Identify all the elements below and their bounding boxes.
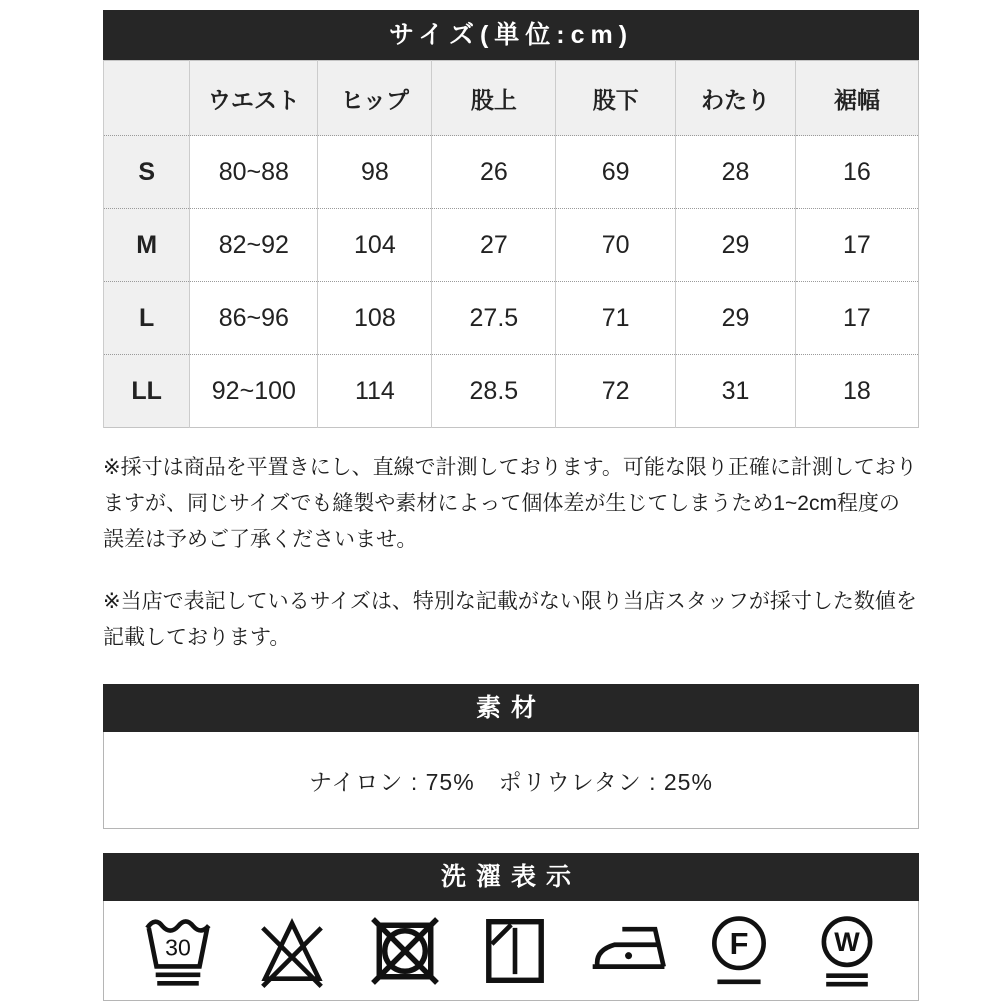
- line-dry-in-shade-icon: [478, 912, 552, 990]
- table-cell: 82~92: [190, 209, 318, 282]
- svg-text:W: W: [834, 926, 860, 957]
- table-cell: 86~96: [190, 282, 318, 355]
- care-title-bar: 洗濯表示: [103, 853, 919, 901]
- care-body: [103, 901, 919, 1001]
- table-cell: 26: [432, 136, 556, 209]
- size-row-ll: [104, 355, 919, 428]
- measurement-note: ※採寸は商品を平置きにし、直線で計測しております。可能な限り正確に計測しておりますが、同じサイズでも縫製や素材によって個体差が生じてしまうため1~2cm程度の誤差は予めご了承くださいませ。: [103, 456, 917, 551]
- table-cell: 104: [318, 209, 432, 282]
- col-header-waist: ウエスト: [190, 61, 318, 136]
- table-cell: 28.5: [432, 355, 556, 428]
- table-cell: 27.5: [432, 282, 556, 355]
- table-cell: 16: [795, 136, 918, 209]
- care-section: [103, 853, 919, 1001]
- table-cell: 17: [795, 282, 918, 355]
- table-cell: 71: [556, 282, 676, 355]
- col-header-thigh: わたり: [676, 61, 796, 136]
- row-label: S: [104, 136, 190, 209]
- material-composition: ナイロン : 75% ポリウレタン : 25%: [309, 768, 713, 795]
- material-title-bar: 素材: [103, 684, 919, 732]
- row-label: L: [104, 282, 190, 355]
- svg-text:F: F: [729, 925, 749, 961]
- table-cell: 108: [318, 282, 432, 355]
- row-label: LL: [104, 355, 190, 428]
- size-table: [103, 60, 919, 428]
- table-cell: 114: [318, 355, 432, 428]
- table-cell: 98: [318, 136, 432, 209]
- size-row-s: [104, 136, 919, 209]
- col-header-hip: ヒップ: [318, 61, 432, 136]
- table-cell: 72: [556, 355, 676, 428]
- wash-30-very-gentle-icon: [138, 911, 218, 991]
- table-cell: 80~88: [190, 136, 318, 209]
- wet-clean-very-gentle-icon: [810, 912, 884, 990]
- col-header-rise: 股上: [432, 61, 556, 136]
- table-cell: 18: [795, 355, 918, 428]
- table-cell: 29: [676, 282, 796, 355]
- table-cell: 70: [556, 209, 676, 282]
- table-cell: 28: [676, 136, 796, 209]
- material-section: [103, 684, 919, 829]
- col-header-inseam: 股下: [556, 61, 676, 136]
- row-label: M: [104, 209, 190, 282]
- table-cell: 92~100: [190, 355, 318, 428]
- size-row-m: [104, 209, 919, 282]
- table-cell: 29: [676, 209, 796, 282]
- table-cell: 69: [556, 136, 676, 209]
- col-header-hem: 裾幅: [795, 61, 918, 136]
- sizing-note: ※当店で表記しているサイズは、特別な記載がない限り当店スタッフが採寸した数値を記載しております。: [103, 590, 917, 649]
- table-cell: 17: [795, 209, 918, 282]
- do-not-tumble-dry-icon: [366, 912, 444, 990]
- dry-clean-petroleum-gentle-icon: [702, 912, 776, 990]
- size-section-title-bar: サイズ(単位:cm): [103, 10, 919, 60]
- table-cell: 31: [676, 355, 796, 428]
- do-not-bleach-icon: [252, 911, 332, 991]
- size-chart-page: [103, 0, 919, 1001]
- corner-cell: [104, 61, 190, 136]
- size-table-header-row: [104, 61, 919, 136]
- iron-low-one-dot-icon: [586, 912, 668, 990]
- material-body: [103, 732, 919, 829]
- size-row-l: [104, 282, 919, 355]
- table-cell: 27: [432, 209, 556, 282]
- svg-text:30: 30: [165, 934, 191, 961]
